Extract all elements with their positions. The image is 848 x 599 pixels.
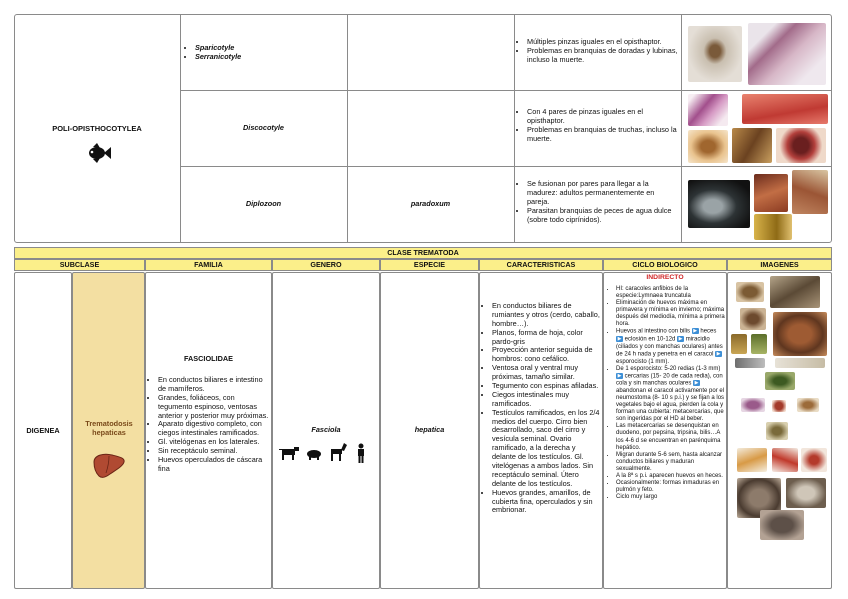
caracteristica-item: • Huevos grandes, amarillos, de cubierta fina, operculados y sin embrionar.: [492, 489, 601, 516]
caracteristica-item: • Parasitan branquias de peces de agua dulce (sobre todo ciprínidos).: [527, 207, 678, 225]
cow-icon: [278, 446, 300, 460]
discocotyle-image: [732, 128, 772, 163]
fasciola-image: [772, 448, 798, 472]
ciclo-item: • A la 8ª s p.i. aparecen huevos en heces.: [616, 473, 725, 480]
header-especie: ESPECIE: [380, 259, 479, 271]
top-divider: [681, 14, 682, 243]
ciclo-item: • Ciclo muy largo: [616, 494, 725, 501]
familia-item: • Sin receptáculo seminal.: [158, 447, 270, 456]
fasciola-image: [740, 308, 766, 330]
fasciola-image: [770, 276, 820, 308]
sparicotyle-image: [688, 26, 742, 82]
header-subclase: SUBCLASE: [14, 259, 145, 271]
familia-item: • Grandes, foliáceos, con tegumento espinoso, ventosas anterior y posterior muy próximas.: [158, 394, 270, 421]
familia-item: • En conductos biliares e intestino de mamíferos.: [158, 376, 270, 394]
especie-value: hepatica: [414, 425, 445, 434]
fasciola-image: [797, 398, 819, 412]
horse-icon: [328, 442, 348, 462]
header-imagenes: IMAGENES: [727, 259, 832, 271]
fasciola-image: [760, 510, 804, 540]
table-title: CLASE TREMATODA: [14, 247, 832, 259]
fasciola-image: [775, 358, 825, 368]
ciclo-item: • Las metacercarias se desenquistan en duodeno, por pepsina, tripsina, bilis…A los 4-6 d se encuentran en parénquima hepático.: [616, 423, 725, 451]
caracteristica-item: • Se fusionan por pares para llegar a la madurez: adultos permanentemente en pareja.: [527, 180, 678, 207]
fasciola-image: [731, 334, 747, 354]
familia-title: FASCIOLIDAE: [183, 354, 234, 363]
arrow-right-icon: ▶: [694, 380, 699, 387]
diplozoon-image: [688, 180, 750, 228]
discocotyle-image: [776, 128, 826, 163]
header-familia: FAMILIA: [145, 259, 272, 271]
arrow-right-icon: ▶: [617, 336, 622, 343]
ciclo-item: • HI: caracoles anfibios de la especie:Lymnaea truncatula: [616, 286, 725, 300]
familia-list: [149, 376, 270, 474]
caracteristica-item: • Planos, forma de hoja, color pardo-gris: [492, 329, 601, 347]
genero-value: Fasciola: [311, 425, 341, 434]
row3-especie: paradoxum: [410, 199, 451, 208]
familia-item: • Gl. vitelógenas en los laterales.: [158, 438, 270, 447]
caracteristica-item: • Proyección anterior seguida de hombros: cono cefálico.: [492, 346, 601, 364]
fasciola-image: [736, 282, 764, 302]
fasciola-image: [751, 334, 767, 354]
fish-icon: [87, 143, 111, 163]
sparicotyle-image: [748, 23, 826, 85]
caracteristica-item: • Ventosa oral y ventral muy próximas, tamaño similar.: [492, 364, 601, 382]
top-subclase: POLI-OPISTHOCOTYLEA: [52, 124, 142, 133]
diplozoon-image: [754, 214, 792, 240]
fasciola-image: [765, 372, 795, 390]
header-ciclo: CICLO BIOLOGICO: [603, 259, 727, 271]
fasciola-image: [737, 448, 767, 472]
ciclo-list: [607, 286, 725, 501]
row1-genero: [186, 44, 346, 62]
caracteristica-item: • Problemas en branquias de truchas, incluso la muerte.: [527, 126, 678, 144]
liver-icon: [92, 452, 126, 480]
caracteristica-item: • Con 4 pares de pinzas iguales en el opisthaptor.: [527, 108, 678, 126]
row-divider: [180, 90, 832, 91]
header-genero: GENERO: [272, 259, 380, 271]
familia-item: • Huevos operculados de cáscara fina: [158, 456, 270, 474]
fasciola-image: [741, 398, 765, 412]
genero-item: • Serranicotyle: [195, 53, 346, 62]
discocotyle-image: [688, 94, 728, 126]
arrow-right-icon: ▶: [678, 336, 683, 343]
ciclo-item: • Huevos al intestino con bilis ▶ heces ▶ eclosión en 10-12d ▶ miracidio (ciliados y con manchas oculares) antes de 24 h nada y penetra en el caracol ▶ esporocisto (1 mm).: [616, 328, 725, 365]
row2-caracteristicas: [518, 108, 678, 144]
person-icon: [356, 443, 366, 463]
ciclo-item: • De 1 esporocisto: 5-20 redias (1-3 mm) ▶ cercarias (15- 20 de cada redia), con cola y sin manchas oculares ▶ abandonan el caracol activamente por el neumostoma (8- 10 s p.i.) y se fijan a los vegetales bajo el agua, pierden la cola y forman una cubierta: metacercarias, que son ingeridas por el HD al beber.: [616, 366, 725, 424]
fasciola-image: [786, 478, 826, 508]
ciclo-item: • Ocasionalmente: formas inmaduras en pulmón y feto.: [616, 480, 725, 494]
fasciola-image: [772, 400, 786, 412]
ciclo-title: INDIRECTO: [646, 274, 684, 281]
fasciola-image: [773, 312, 827, 356]
caracteristica-item: • Tegumento con espinas afiladas.: [492, 382, 601, 391]
ciclo-item: • Migran durante 5-6 sem, hasta alcanzar conductos biliares y maduran sexualmente.: [616, 452, 725, 473]
arrow-right-icon: ▶: [617, 372, 622, 379]
fasciola-image: [801, 448, 827, 472]
familia-item: • Aparato digestivo completo, con ciegos intestinales ramificados.: [158, 420, 270, 438]
pig-icon: [305, 448, 323, 460]
fasciola-image: [766, 422, 788, 440]
row1-caracteristicas: [518, 38, 678, 65]
diplozoon-image: [754, 174, 788, 212]
row-divider: [180, 166, 832, 167]
row2-genero: Discocotyle: [243, 123, 284, 132]
caracteristica-item: • Ciegos intestinales muy ramificados.: [492, 391, 601, 409]
discocotyle-image: [688, 130, 728, 163]
caracteristica-item: • Múltiples pinzas iguales en el opisthaptor.: [527, 38, 678, 47]
caracteristica-item: • En conductos biliares de rumiantes y otros (cerdo, caballo, hombre…).: [492, 302, 601, 329]
ciclo-item: • Eliminación de huevos máxima en primavera y mínima en invierno; máxima después del mediodía, mínima a primera hora.: [616, 300, 725, 328]
arrow-right-icon: ▶: [693, 328, 698, 335]
fasciola-image: [735, 358, 765, 368]
discocotyle-image: [742, 94, 828, 124]
caracteristica-item: • Testículos ramificados, en los 2/4 medios del cuerpo. Cirro bien desarrollado, saco del cirro y vesícula seminal. Ovario ramificado, a la derecha y delante de los testículos. Gl. vitelógenas a ambos lados. Sin receptáculo seminal. Útero delante de los testículos.: [492, 409, 601, 489]
subclase-value: DIGENEA: [26, 426, 60, 435]
header-caracteristicas: CARACTERISTICAS: [479, 259, 603, 271]
caracteristica-item: • Problemas en branquias de doradas y lubinas, incluso la muerte.: [527, 47, 678, 65]
grupo-value: Trematodosis hepaticas: [85, 419, 133, 437]
row3-genero: Diplozoon: [245, 199, 282, 208]
genero-item: • Sparicotyle: [195, 44, 346, 53]
arrow-right-icon: ▶: [716, 350, 721, 357]
row3-caracteristicas: [518, 180, 678, 224]
diplozoon-image: [792, 170, 828, 214]
caracteristicas-list: [483, 302, 601, 515]
